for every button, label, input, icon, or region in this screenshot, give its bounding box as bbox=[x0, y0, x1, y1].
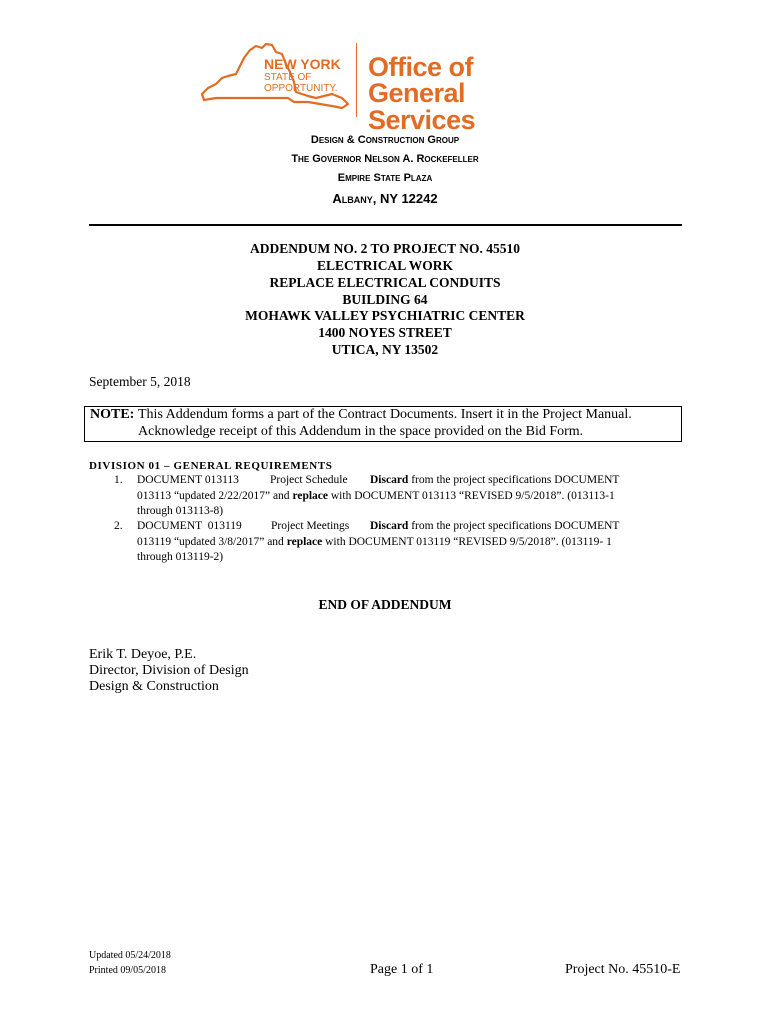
header-line4: Albany, NY 12242 bbox=[332, 191, 438, 206]
title-line2: ELECTRICAL WORK bbox=[317, 258, 453, 273]
item-doc-name: Project Schedule bbox=[270, 474, 348, 486]
note-text-line1: This Addendum forms a part of the Contract Documents. Insert it in the Project Manual. bbox=[138, 407, 632, 422]
note-text-line2: Acknowledge receipt of this Addendum in the space provided on the Bid Form. bbox=[138, 424, 584, 439]
logo-ny-line3: OPPORTUNITY. bbox=[264, 83, 338, 94]
ogs-logo bbox=[196, 40, 576, 135]
item-text: from the project specifications DOCUMENT bbox=[408, 520, 620, 532]
footer-project-number: Project No. 45510-E bbox=[565, 962, 681, 977]
signatory-name: Erik T. Deyoe, P.E. bbox=[89, 647, 197, 662]
item-text: with DOCUMENT 013119 “REVISED 9/5/2018”. (013119- 1 bbox=[322, 536, 612, 548]
replace-keyword: replace bbox=[292, 490, 328, 502]
item-line1 bbox=[370, 520, 619, 532]
logo-ny-line1: NEW YORK bbox=[264, 56, 341, 72]
logo-divider bbox=[356, 43, 357, 117]
item-number: 1. bbox=[114, 474, 123, 486]
header-line1: Design & Construction Group bbox=[310, 134, 460, 146]
item-line1 bbox=[370, 474, 619, 486]
signatory-title: Director, Division of Design bbox=[89, 663, 249, 678]
item-line3: through 013119-2) bbox=[137, 551, 224, 563]
item-text: with DOCUMENT 013113 “REVISED 9/5/2018”. (013113-1 bbox=[328, 490, 615, 502]
item-line2 bbox=[137, 536, 612, 548]
item-document: DOCUMENT 013113 bbox=[137, 474, 239, 486]
title-line3: REPLACE ELECTRICAL CONDUITS bbox=[269, 275, 501, 290]
item-document: DOCUMENT 013119 bbox=[137, 520, 242, 532]
title-line5: MOHAWK VALLEY PSYCHIATRIC CENTER bbox=[245, 308, 525, 323]
title-line6: 1400 NOYES STREET bbox=[318, 325, 452, 340]
item-line2 bbox=[137, 490, 615, 502]
footer-page-number: Page 1 of 1 bbox=[370, 962, 434, 977]
discard-keyword: Discard bbox=[370, 520, 409, 532]
logo-ny-line2: STATE OF bbox=[264, 72, 312, 83]
item-text: 013113 “updated 2/22/2017” and bbox=[137, 490, 293, 502]
end-of-addendum: END OF ADDENDUM bbox=[318, 597, 452, 612]
footer-printed: Printed 09/05/2018 bbox=[89, 965, 166, 976]
division-title: DIVISION 01 – GENERAL REQUIREMENTS bbox=[89, 460, 333, 472]
signatory-department: Design & Construction bbox=[89, 679, 219, 694]
item-number: 2. bbox=[114, 520, 123, 532]
note-label: NOTE: bbox=[90, 407, 135, 422]
footer-updated: Updated 05/24/2018 bbox=[89, 950, 171, 961]
item-line3: through 013113-8) bbox=[137, 505, 224, 517]
title-line4: BUILDING 64 bbox=[342, 292, 428, 307]
item-doc-name: Project Meetings bbox=[271, 520, 350, 532]
replace-keyword: replace bbox=[286, 536, 323, 548]
title-line1: ADDENDUM NO. 2 TO PROJECT NO. 45510 bbox=[249, 241, 521, 256]
header-rule bbox=[89, 224, 682, 226]
document-date: September 5, 2018 bbox=[89, 374, 191, 389]
header-line2: The Governor Nelson A. Rockefeller bbox=[291, 153, 479, 165]
logo-ogs-line2: General Services bbox=[368, 78, 476, 135]
item-text: 013119 “updated 3/8/2017” and bbox=[137, 536, 287, 548]
item-text: from the project specifications DOCUMENT bbox=[408, 474, 620, 486]
header-line3: Empire State Plaza bbox=[337, 172, 433, 184]
discard-keyword: Discard bbox=[370, 474, 409, 486]
title-line7: UTICA, NY 13502 bbox=[331, 342, 439, 357]
logo-ogs-line1: Office of bbox=[368, 52, 474, 82]
